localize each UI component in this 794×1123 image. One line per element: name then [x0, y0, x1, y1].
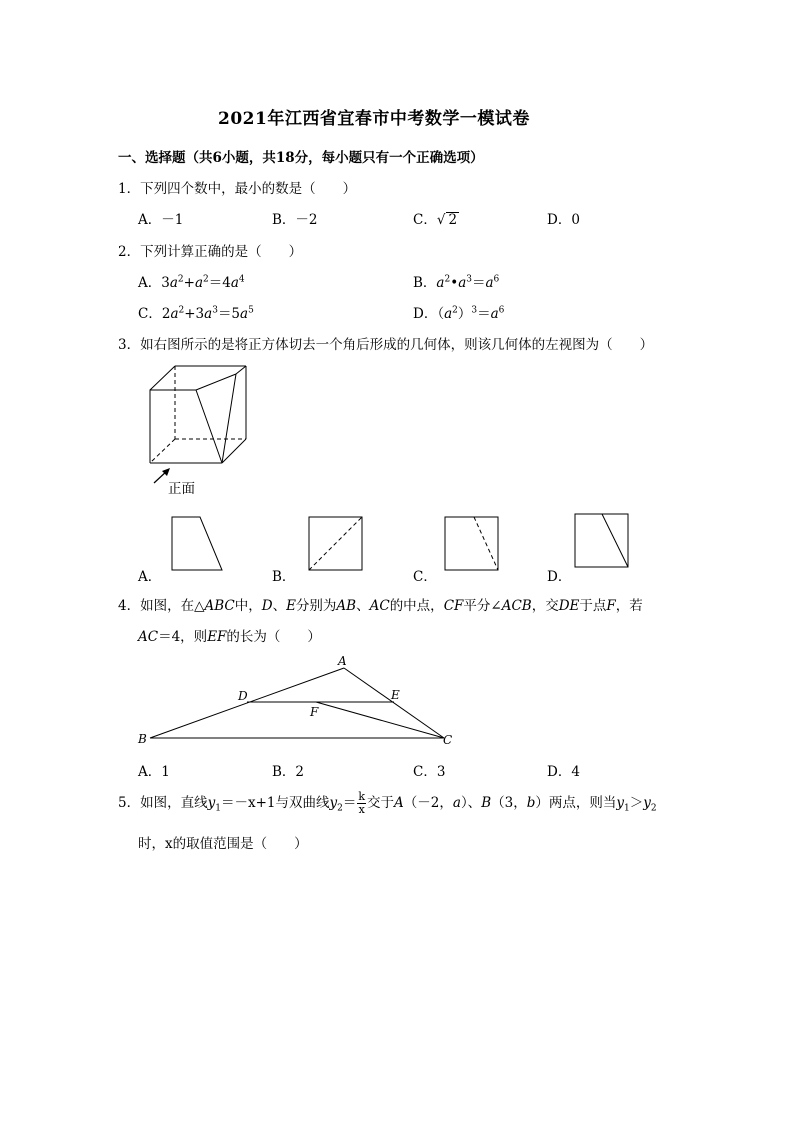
q2-option-b[interactable]: B．$a^2•a^3=a^6$: [413, 274, 500, 291]
q4-label-f: F: [310, 705, 319, 719]
q4-label-d: D: [238, 689, 248, 703]
q1-option-c-radicand: 2: [448, 212, 458, 228]
q3-front-label: 正面: [168, 481, 195, 497]
q2-option-c[interactable]: C．$2a^2+3a^3=5a^5$: [138, 305, 254, 322]
q1-option-d[interactable]: D．0: [547, 212, 580, 228]
page-title: 2021年江西省宜春市中考数学一模试卷: [218, 109, 530, 129]
q4-option-a[interactable]: A．1: [138, 764, 170, 780]
q2-option-d-label: D．: [413, 306, 438, 322]
q3-option-b-figure: [308, 515, 364, 573]
q5-stem-mid: 交于: [367, 795, 395, 811]
q5-fraction: [357, 791, 366, 816]
q3-option-d-figure: [574, 512, 630, 570]
q3-stem: 3．如右图所示的是将正方体切去一个角后形成的几何体，则该几何体的左视图为（ ）: [118, 337, 654, 353]
q4-stem-part1: 4．如图，在△: [118, 598, 205, 614]
q4-label-a: A: [338, 654, 347, 668]
q4-stem-question: 的长为（ ）: [226, 629, 321, 645]
q4-stem-line1: 4．如图，在△ABC中，D、E分别为AB、AC的中点，CF平分∠ACB，交DE于点F，若: [118, 598, 643, 614]
q4-label-c: C: [443, 733, 453, 747]
q3-option-d[interactable]: D．: [547, 569, 572, 585]
q4-option-c[interactable]: C．3: [413, 764, 446, 780]
q4-option-b[interactable]: B．2: [272, 764, 305, 780]
q3-cube-figure: [140, 360, 260, 470]
q1-option-c-label: C．: [413, 212, 437, 228]
q4-stem-condition: ＝4，则: [158, 629, 208, 645]
q5-stem-prefix: 5．如图，直线: [118, 795, 208, 811]
q1-option-a[interactable]: A．－1: [138, 212, 184, 228]
q5-stem-line1: 5．如图，直线$y_1=-x+1$与双曲线$y_2=$ $\frac{k}{x}$ 交于A（－2，a）、B（3，b）两点，则当$y_1>y_2$: [118, 790, 657, 816]
q4-stem-line2: AC＝4，则EF的长为（ ）: [138, 629, 321, 645]
q5-fraction-denominator: x: [358, 803, 365, 816]
q4-triangle-figure: [138, 652, 468, 752]
q5-point-a: （－2，: [403, 795, 453, 811]
q4-label-e: E: [391, 688, 400, 702]
q4-option-d[interactable]: D．4: [547, 764, 580, 780]
q5-line-equation: ＝－x+1与双曲线: [220, 795, 330, 811]
q4-label-b: B: [138, 732, 147, 746]
q3-option-a-figure: [170, 515, 226, 573]
sqrt-symbol: √: [436, 212, 446, 228]
q2-option-d[interactable]: D．$(a^2)^3=a^6$: [413, 305, 505, 322]
q2-stem: 2．下列计算正确的是（ ）: [118, 244, 303, 260]
q2-option-a-label: A．: [138, 275, 162, 291]
q4-stem-part2: 中，: [234, 598, 262, 614]
q5-stem-tail: 两点，则当: [548, 795, 617, 811]
q4-triangle-name: ABC: [204, 598, 235, 614]
q1-option-b[interactable]: B．－2: [272, 212, 318, 228]
q2-option-c-label: C．: [138, 306, 162, 322]
q1-stem: 1．下列四个数中，最小的数是（ ）: [118, 181, 357, 197]
q2-option-a[interactable]: A．$3a^2+a^2=4a^4$: [138, 274, 245, 291]
q3-option-c[interactable]: C．: [413, 569, 437, 585]
q3-option-b[interactable]: B．: [272, 569, 296, 585]
section-heading: 一、选择题（共6小题，共18分，每小题只有一个正确选项）: [118, 150, 484, 166]
q3-option-a[interactable]: A．: [138, 569, 162, 585]
q2-option-b-label: B．: [413, 275, 437, 291]
q5-point-b: （3，: [491, 795, 527, 811]
q1-option-c[interactable]: [413, 208, 459, 228]
q3-option-c-figure: [444, 515, 500, 573]
q5-fraction-numerator: k: [358, 790, 366, 803]
q5-stem-line2: 时，x的取值范围是（ ）: [138, 836, 308, 852]
